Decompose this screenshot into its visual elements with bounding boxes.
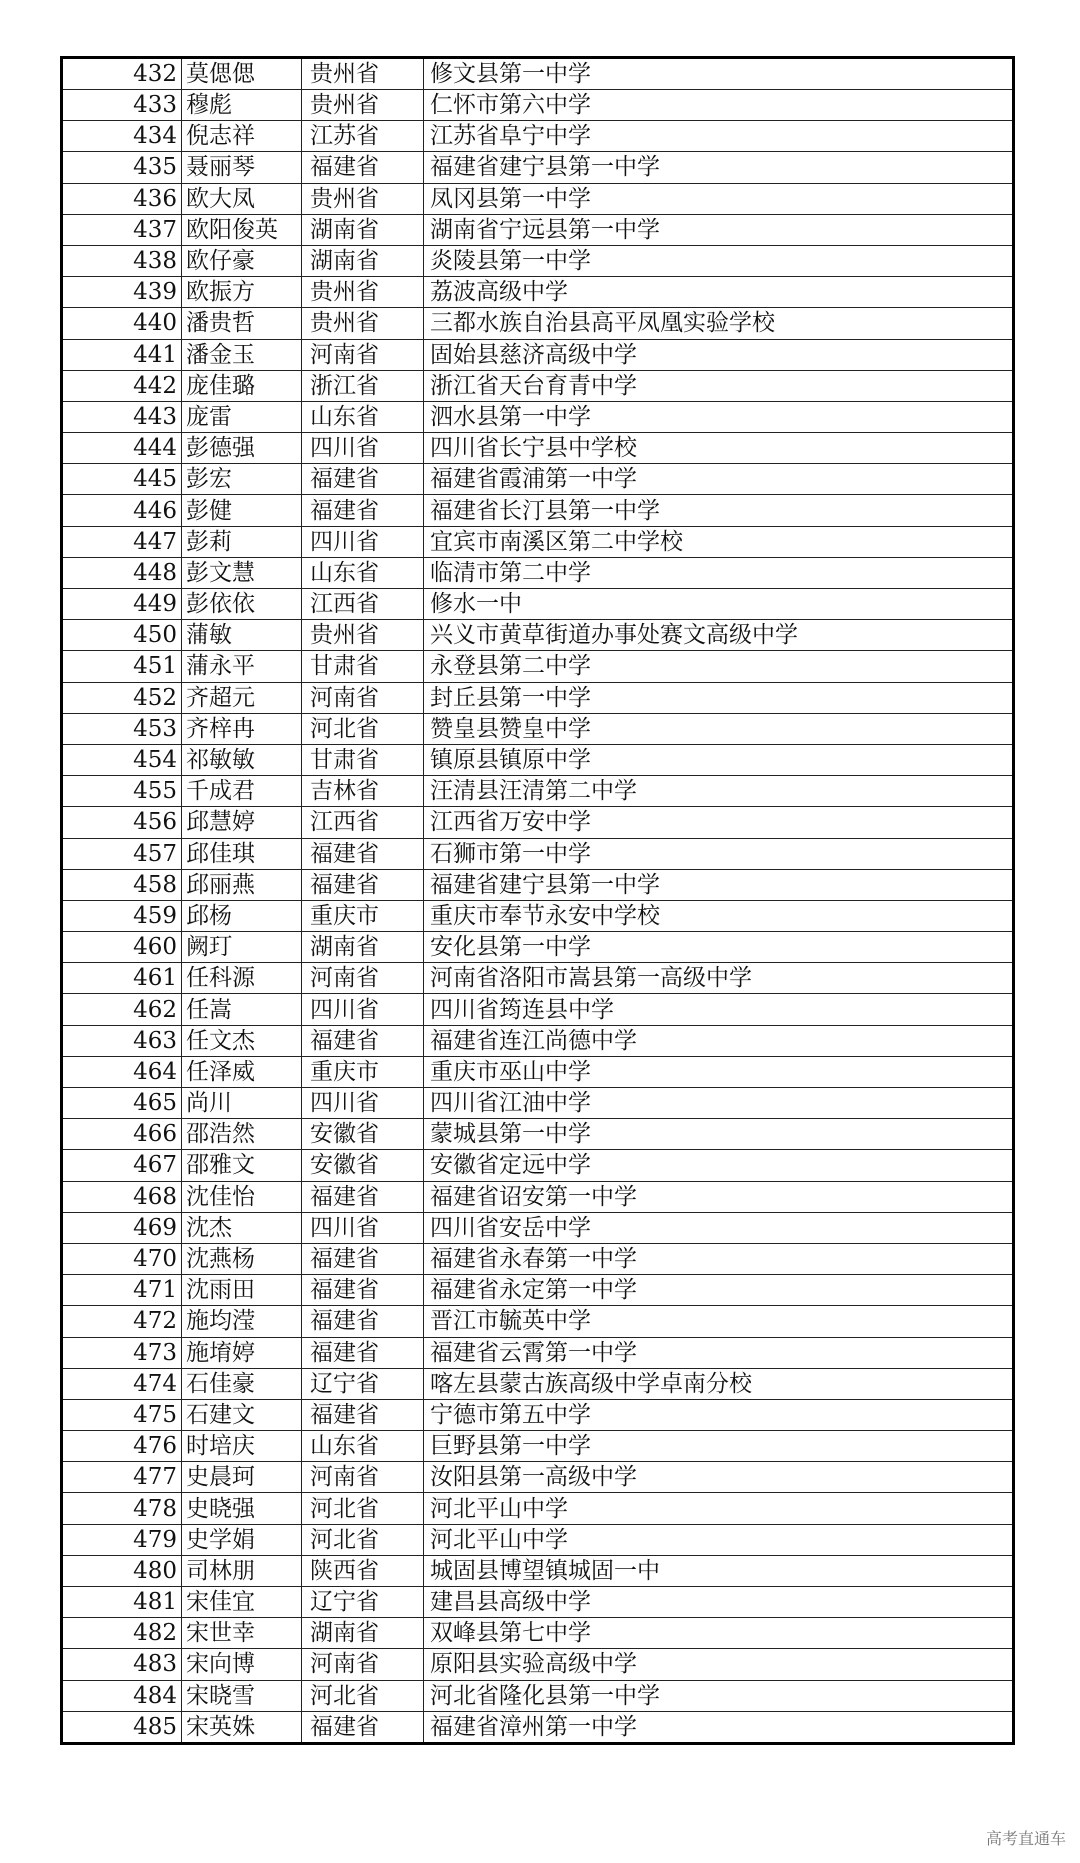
province: 陕西省: [302, 1555, 424, 1586]
school-name: 安化县第一中学: [424, 932, 1014, 963]
row-number: 475: [62, 1399, 182, 1430]
school-name: 仁怀市第六中学: [424, 90, 1014, 121]
school-name: 四川省筠连县中学: [424, 994, 1014, 1025]
row-number: 472: [62, 1306, 182, 1337]
school-name: 福建省永定第一中学: [424, 1275, 1014, 1306]
province: 湖南省: [302, 1618, 424, 1649]
student-name: 史学娟: [182, 1524, 302, 1555]
table-row: [62, 620, 1014, 651]
school-name: 蒙城县第一中学: [424, 1119, 1014, 1150]
province: 福建省: [302, 495, 424, 526]
province: 河北省: [302, 1493, 424, 1524]
table-row: [62, 1555, 1014, 1586]
student-name: 石佳豪: [182, 1368, 302, 1399]
row-number: 459: [62, 900, 182, 931]
student-name: 蒲永平: [182, 651, 302, 682]
row-number: 441: [62, 339, 182, 370]
student-name: 穆彪: [182, 90, 302, 121]
row-number: 450: [62, 620, 182, 651]
row-number: 443: [62, 401, 182, 432]
school-name: 福建省永春第一中学: [424, 1243, 1014, 1274]
row-number: 452: [62, 682, 182, 713]
school-name: 泗水县第一中学: [424, 401, 1014, 432]
student-name: 施堉婷: [182, 1337, 302, 1368]
student-name: 欧振方: [182, 277, 302, 308]
table-row: [62, 121, 1014, 152]
row-number: 461: [62, 963, 182, 994]
table-row: [62, 1119, 1014, 1150]
school-name: 江西省万安中学: [424, 807, 1014, 838]
student-name: 宋晓雪: [182, 1680, 302, 1711]
province: 四川省: [302, 433, 424, 464]
table-row: [62, 1056, 1014, 1087]
table-row: [62, 1649, 1014, 1680]
student-name: 施均滢: [182, 1306, 302, 1337]
school-name: 福建省建宁县第一中学: [424, 152, 1014, 183]
province: 贵州省: [302, 277, 424, 308]
province: 辽宁省: [302, 1368, 424, 1399]
school-name: 荔波高级中学: [424, 277, 1014, 308]
student-name: 宋世幸: [182, 1618, 302, 1649]
student-name: 邵雅文: [182, 1150, 302, 1181]
row-number: 477: [62, 1462, 182, 1493]
table-row: [62, 1025, 1014, 1056]
student-name: 彭健: [182, 495, 302, 526]
province: 江西省: [302, 807, 424, 838]
school-name: 河北省隆化县第一中学: [424, 1680, 1014, 1711]
student-name: 倪志祥: [182, 121, 302, 152]
province: 福建省: [302, 1025, 424, 1056]
student-name: 欧大凤: [182, 183, 302, 214]
row-number: 451: [62, 651, 182, 682]
table-row: [62, 90, 1014, 121]
table-row: [62, 1399, 1014, 1430]
province: 甘肃省: [302, 744, 424, 775]
row-number: 436: [62, 183, 182, 214]
student-name: 沈雨田: [182, 1275, 302, 1306]
table-row: [62, 1368, 1014, 1399]
student-name: 阙玎: [182, 932, 302, 963]
school-name: 河北平山中学: [424, 1493, 1014, 1524]
province: 福建省: [302, 838, 424, 869]
student-name: 宋佳宜: [182, 1587, 302, 1618]
province: 江苏省: [302, 121, 424, 152]
student-name: 彭德强: [182, 433, 302, 464]
table-row: [62, 1275, 1014, 1306]
province: 河南省: [302, 1649, 424, 1680]
row-number: 442: [62, 370, 182, 401]
student-name: 彭宏: [182, 464, 302, 495]
row-number: 484: [62, 1680, 182, 1711]
row-number: 479: [62, 1524, 182, 1555]
school-name: 福建省云霄第一中学: [424, 1337, 1014, 1368]
row-number: 471: [62, 1275, 182, 1306]
province: 福建省: [302, 1711, 424, 1743]
row-number: 445: [62, 464, 182, 495]
school-name: 安徽省定远中学: [424, 1150, 1014, 1181]
roster-table: [60, 56, 1015, 1745]
province: 甘肃省: [302, 651, 424, 682]
table-row: [62, 807, 1014, 838]
province: 山东省: [302, 1431, 424, 1462]
student-name: 欧阳俊英: [182, 214, 302, 245]
province: 福建省: [302, 1337, 424, 1368]
student-name: 千成君: [182, 776, 302, 807]
student-name: 邱丽燕: [182, 869, 302, 900]
province: 福建省: [302, 1181, 424, 1212]
row-number: 448: [62, 557, 182, 588]
row-number: 437: [62, 214, 182, 245]
school-name: 四川省长宁县中学校: [424, 433, 1014, 464]
school-name: 巨野县第一中学: [424, 1431, 1014, 1462]
row-number: 464: [62, 1056, 182, 1087]
province: 重庆市: [302, 1056, 424, 1087]
province: 河南省: [302, 682, 424, 713]
row-number: 434: [62, 121, 182, 152]
table-row: [62, 1243, 1014, 1274]
row-number: 473: [62, 1337, 182, 1368]
province: 贵州省: [302, 183, 424, 214]
province: 福建省: [302, 1306, 424, 1337]
school-name: 兴义市黄草街道办事处赛文高级中学: [424, 620, 1014, 651]
province: 吉林省: [302, 776, 424, 807]
watermark: 高考直通车: [985, 1829, 1066, 1848]
school-name: 重庆市奉节永安中学校: [424, 900, 1014, 931]
row-number: 435: [62, 152, 182, 183]
table-row: [62, 1462, 1014, 1493]
province: 贵州省: [302, 308, 424, 339]
row-number: 470: [62, 1243, 182, 1274]
row-number: 444: [62, 433, 182, 464]
table-row: [62, 1088, 1014, 1119]
province: 四川省: [302, 526, 424, 557]
table-row: [62, 557, 1014, 588]
school-name: 镇原县镇原中学: [424, 744, 1014, 775]
province: 江西省: [302, 589, 424, 620]
row-number: 449: [62, 589, 182, 620]
table-row: [62, 1431, 1014, 1462]
student-name: 任科源: [182, 963, 302, 994]
province: 河北省: [302, 1680, 424, 1711]
school-name: 建昌县高级中学: [424, 1587, 1014, 1618]
student-name: 邱慧婷: [182, 807, 302, 838]
table-row: [62, 339, 1014, 370]
table-row: [62, 245, 1014, 276]
province: 湖南省: [302, 214, 424, 245]
table-row: [62, 1150, 1014, 1181]
row-number: 457: [62, 838, 182, 869]
province: 福建省: [302, 869, 424, 900]
row-number: 476: [62, 1431, 182, 1462]
table-row: [62, 58, 1014, 90]
province: 福建省: [302, 152, 424, 183]
province: 山东省: [302, 401, 424, 432]
school-name: 双峰县第七中学: [424, 1618, 1014, 1649]
student-name: 莫偲偲: [182, 58, 302, 90]
school-name: 重庆市巫山中学: [424, 1056, 1014, 1087]
table-row: [62, 183, 1014, 214]
school-name: 汝阳县第一高级中学: [424, 1462, 1014, 1493]
row-number: 432: [62, 58, 182, 90]
school-name: 石狮市第一中学: [424, 838, 1014, 869]
student-name: 齐超元: [182, 682, 302, 713]
school-name: 原阳县实验高级中学: [424, 1649, 1014, 1680]
row-number: 447: [62, 526, 182, 557]
school-name: 封丘县第一中学: [424, 682, 1014, 713]
school-name: 四川省安岳中学: [424, 1212, 1014, 1243]
province: 浙江省: [302, 370, 424, 401]
row-number: 446: [62, 495, 182, 526]
table-row: [62, 713, 1014, 744]
student-name: 潘金玉: [182, 339, 302, 370]
row-number: 468: [62, 1181, 182, 1212]
row-number: 478: [62, 1493, 182, 1524]
student-name: 史晨珂: [182, 1462, 302, 1493]
province: 河南省: [302, 339, 424, 370]
student-name: 邱佳琪: [182, 838, 302, 869]
table-row: [62, 433, 1014, 464]
student-name: 史晓强: [182, 1493, 302, 1524]
table-row: [62, 589, 1014, 620]
row-number: 481: [62, 1587, 182, 1618]
student-name: 蒲敏: [182, 620, 302, 651]
school-name: 三都水族自治县高平凤凰实验学校: [424, 308, 1014, 339]
table-row: [62, 1181, 1014, 1212]
table-row: [62, 401, 1014, 432]
province: 贵州省: [302, 58, 424, 90]
table-row: [62, 994, 1014, 1025]
table-row: [62, 744, 1014, 775]
table-row: [62, 682, 1014, 713]
row-number: 458: [62, 869, 182, 900]
row-number: 474: [62, 1368, 182, 1399]
school-name: 修水一中: [424, 589, 1014, 620]
school-name: 永登县第二中学: [424, 651, 1014, 682]
student-name: 齐梓冉: [182, 713, 302, 744]
table-row: [62, 1493, 1014, 1524]
row-number: 439: [62, 277, 182, 308]
school-name: 福建省漳州第一中学: [424, 1711, 1014, 1743]
table-row: [62, 152, 1014, 183]
province: 湖南省: [302, 932, 424, 963]
student-name: 祁敏敏: [182, 744, 302, 775]
province: 贵州省: [302, 90, 424, 121]
row-number: 454: [62, 744, 182, 775]
school-name: 湖南省宁远县第一中学: [424, 214, 1014, 245]
province: 四川省: [302, 994, 424, 1025]
row-number: 460: [62, 932, 182, 963]
row-number: 469: [62, 1212, 182, 1243]
student-name: 彭莉: [182, 526, 302, 557]
table-row: [62, 1337, 1014, 1368]
student-name: 庞雷: [182, 401, 302, 432]
table-row: [62, 214, 1014, 245]
table-row: [62, 1680, 1014, 1711]
school-name: 城固县博望镇城固一中: [424, 1555, 1014, 1586]
school-name: 凤冈县第一中学: [424, 183, 1014, 214]
province: 安徽省: [302, 1150, 424, 1181]
row-number: 482: [62, 1618, 182, 1649]
student-name: 邱杨: [182, 900, 302, 931]
table-row: [62, 464, 1014, 495]
student-name: 时培庆: [182, 1431, 302, 1462]
school-name: 福建省建宁县第一中学: [424, 869, 1014, 900]
province: 重庆市: [302, 900, 424, 931]
table-row: [62, 651, 1014, 682]
table-row: [62, 1618, 1014, 1649]
row-number: 463: [62, 1025, 182, 1056]
school-name: 赞皇县赞皇中学: [424, 713, 1014, 744]
school-name: 临清市第二中学: [424, 557, 1014, 588]
province: 山东省: [302, 557, 424, 588]
table-row: [62, 776, 1014, 807]
province: 河北省: [302, 713, 424, 744]
table-row: [62, 900, 1014, 931]
province: 辽宁省: [302, 1587, 424, 1618]
school-name: 河北平山中学: [424, 1524, 1014, 1555]
student-name: 聂丽琴: [182, 152, 302, 183]
school-name: 宁德市第五中学: [424, 1399, 1014, 1430]
table-row: [62, 869, 1014, 900]
row-number: 455: [62, 776, 182, 807]
student-name: 邵浩然: [182, 1119, 302, 1150]
province: 四川省: [302, 1212, 424, 1243]
province: 河北省: [302, 1524, 424, 1555]
school-name: 喀左县蒙古族高级中学卓南分校: [424, 1368, 1014, 1399]
province: 湖南省: [302, 245, 424, 276]
school-name: 河南省洛阳市嵩县第一高级中学: [424, 963, 1014, 994]
roster-body: [62, 58, 1014, 1744]
student-name: 欧仔豪: [182, 245, 302, 276]
row-number: 483: [62, 1649, 182, 1680]
province: 贵州省: [302, 620, 424, 651]
student-name: 任文杰: [182, 1025, 302, 1056]
student-name: 沈燕杨: [182, 1243, 302, 1274]
school-name: 江苏省阜宁中学: [424, 121, 1014, 152]
table-row: [62, 963, 1014, 994]
row-number: 440: [62, 308, 182, 339]
table-row: [62, 370, 1014, 401]
table-row: [62, 308, 1014, 339]
table-row: [62, 1711, 1014, 1743]
student-name: 沈杰: [182, 1212, 302, 1243]
table-row: [62, 1306, 1014, 1337]
student-name: 司林朋: [182, 1555, 302, 1586]
row-number: 433: [62, 90, 182, 121]
school-name: 福建省诏安第一中学: [424, 1181, 1014, 1212]
table-row: [62, 838, 1014, 869]
row-number: 456: [62, 807, 182, 838]
row-number: 462: [62, 994, 182, 1025]
school-name: 福建省连江尚德中学: [424, 1025, 1014, 1056]
row-number: 480: [62, 1555, 182, 1586]
table-row: [62, 1212, 1014, 1243]
student-name: 尚川: [182, 1088, 302, 1119]
school-name: 固始县慈济高级中学: [424, 339, 1014, 370]
row-number: 467: [62, 1150, 182, 1181]
student-name: 潘贵哲: [182, 308, 302, 339]
student-name: 任嵩: [182, 994, 302, 1025]
student-name: 沈佳怡: [182, 1181, 302, 1212]
school-name: 福建省霞浦第一中学: [424, 464, 1014, 495]
table-row: [62, 932, 1014, 963]
province: 福建省: [302, 464, 424, 495]
province: 福建省: [302, 1243, 424, 1274]
student-name: 任泽威: [182, 1056, 302, 1087]
table-row: [62, 495, 1014, 526]
school-name: 浙江省天台育青中学: [424, 370, 1014, 401]
school-name: 修文县第一中学: [424, 58, 1014, 90]
table-row: [62, 277, 1014, 308]
province: 四川省: [302, 1088, 424, 1119]
row-number: 465: [62, 1088, 182, 1119]
row-number: 453: [62, 713, 182, 744]
student-name: 彭依依: [182, 589, 302, 620]
school-name: 炎陵县第一中学: [424, 245, 1014, 276]
row-number: 438: [62, 245, 182, 276]
province: 福建省: [302, 1275, 424, 1306]
table-row: [62, 526, 1014, 557]
province: 安徽省: [302, 1119, 424, 1150]
student-name: 宋英姝: [182, 1711, 302, 1743]
student-name: 宋向博: [182, 1649, 302, 1680]
school-name: 宜宾市南溪区第二中学校: [424, 526, 1014, 557]
province: 福建省: [302, 1399, 424, 1430]
school-name: 汪清县汪清第二中学: [424, 776, 1014, 807]
row-number: 485: [62, 1711, 182, 1743]
student-name: 石建文: [182, 1399, 302, 1430]
row-number: 466: [62, 1119, 182, 1150]
province: 河南省: [302, 963, 424, 994]
table-row: [62, 1587, 1014, 1618]
student-name: 庞佳璐: [182, 370, 302, 401]
table-row: [62, 1524, 1014, 1555]
school-name: 晋江市毓英中学: [424, 1306, 1014, 1337]
student-name: 彭文慧: [182, 557, 302, 588]
school-name: 四川省江油中学: [424, 1088, 1014, 1119]
school-name: 福建省长汀县第一中学: [424, 495, 1014, 526]
province: 河南省: [302, 1462, 424, 1493]
